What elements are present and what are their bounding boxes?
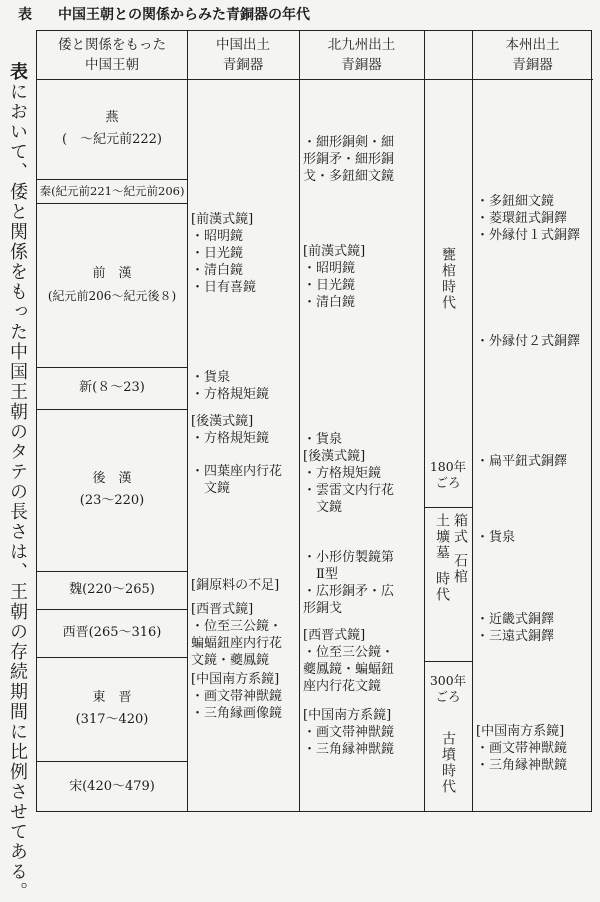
dynasty-cell-yan: 燕 ( ～紀元前222) [62, 110, 162, 147]
kyushu-item: [西晋式鏡] ・位至三公鏡・ 夔鳳鏡・蝙蝠鈕 座内行花文鏡 [303, 628, 395, 694]
china-item: ・四葉座内行花 文鏡 [191, 464, 283, 496]
dynasty-cell-former-han: 前 漢 (紀元前206～紀元後８) [47, 266, 177, 303]
dynasty-cell-song: 宋 (420～479) [69, 779, 155, 794]
kyushu-item: ・細形銅剣・細 形銅矛・細形銅 戈・多鈕細文鏡 [303, 135, 395, 184]
bronze-chronology-table [36, 30, 592, 812]
era-date-180: 180年 ごろ [429, 459, 467, 490]
header-dynasty: 倭と関係をもった 中国王朝 [58, 37, 166, 73]
kyushu-item: [前漢式鏡] ・昭明鏡 ・日光鏡 ・清白鏡 [303, 244, 366, 310]
dynasty-cell-eastern-jin: 東 晋 (317～420) [75, 690, 149, 727]
side-note-bold: 表 [7, 62, 28, 82]
era-hakoshiki-col2: 土壙墓 [434, 513, 450, 561]
era-hakoshiki-col4: 時代 [434, 571, 450, 603]
side-note-text: において、倭と関係をもった中国王朝のタテの長さは、王朝の存続期間に比例させてある。 [7, 82, 28, 902]
era-hakoshiki-col1: 箱式 [452, 513, 468, 545]
kyushu-item: ・小形仿製鏡第 Ⅱ型 ・広形銅矛・広 形銅戈 [303, 550, 395, 616]
honshu-item: ・扁平鈕式銅鐸 [476, 454, 568, 469]
table-title [18, 4, 310, 24]
title-label: 表 [18, 7, 32, 23]
era-divider [424, 507, 472, 508]
col-divider-2 [299, 31, 300, 811]
dynasty-cell-xin: 新 (８～23) [79, 380, 145, 395]
china-item: ・貨泉 ・方格規矩鏡 [191, 370, 270, 402]
china-item: [銅原料の不足] [191, 578, 280, 593]
era-divider [424, 661, 472, 662]
col-divider-1 [187, 31, 188, 811]
era-date-300: 300年 ごろ [429, 673, 467, 704]
china-item: [後漢式鏡] ・方格規矩鏡 [191, 414, 270, 446]
china-item: [中国南方系鏡] ・画文帯神獣鏡 ・三角縁画像鏡 [191, 672, 283, 721]
era-kamekan: 甕棺時代 [440, 247, 456, 311]
dynasty-cell-qin: 秦 (紀元前221～紀元前206) [39, 184, 185, 198]
honshu-item: ・近畿式銅鐸 ・三遠式銅鐸 [476, 612, 555, 644]
honshu-item: ・貨泉 [476, 530, 516, 545]
col-divider-4 [472, 31, 473, 811]
header-china: 中国出土 青銅器 [216, 37, 270, 73]
kyushu-item: ・貨泉 [後漢式鏡] ・方格規矩鏡 ・雲雷文内行花 文鏡 [303, 432, 395, 515]
kyushu-item: [中国南方系鏡] ・画文帯神獣鏡 ・三角縁神獣鏡 [303, 708, 395, 757]
china-item: [前漢式鏡] ・昭明鏡 ・日光鏡 ・清白鏡 ・日有喜鏡 [191, 212, 257, 295]
china-item: [西晋式鏡] ・位至三公鏡・ 蝙蝠鈕座内行花 文鏡・夔鳳鏡 [191, 602, 283, 668]
era-hakoshiki-col3: 石棺 [452, 553, 468, 585]
header-kyushu: 北九州出土 青銅器 [327, 37, 396, 73]
header-honshu: 本州出土 青銅器 [505, 37, 560, 73]
honshu-item: [中国南方系鏡] ・画文帯神獣鏡 ・三角縁神獣鏡 [476, 724, 568, 773]
honshu-item: ・外縁付２式銅鐸 [476, 334, 581, 349]
dynasty-cell-western-jin: 西晋 (265～316) [62, 625, 162, 640]
header-era [424, 31, 472, 79]
title-text: 中国王朝との関係からみた青銅器の年代 [58, 7, 310, 23]
era-kofun: 古墳時代 [440, 731, 456, 795]
side-note [4, 62, 30, 902]
honshu-item: ・多鈕細文鏡 ・菱環鈕式銅鐸 ・外縁付１式銅鐸 [476, 194, 581, 243]
dynasty-cell-later-han: 後 漢 (23～220) [79, 471, 145, 508]
dynasty-cell-wei: 魏 (220～265) [69, 582, 155, 597]
